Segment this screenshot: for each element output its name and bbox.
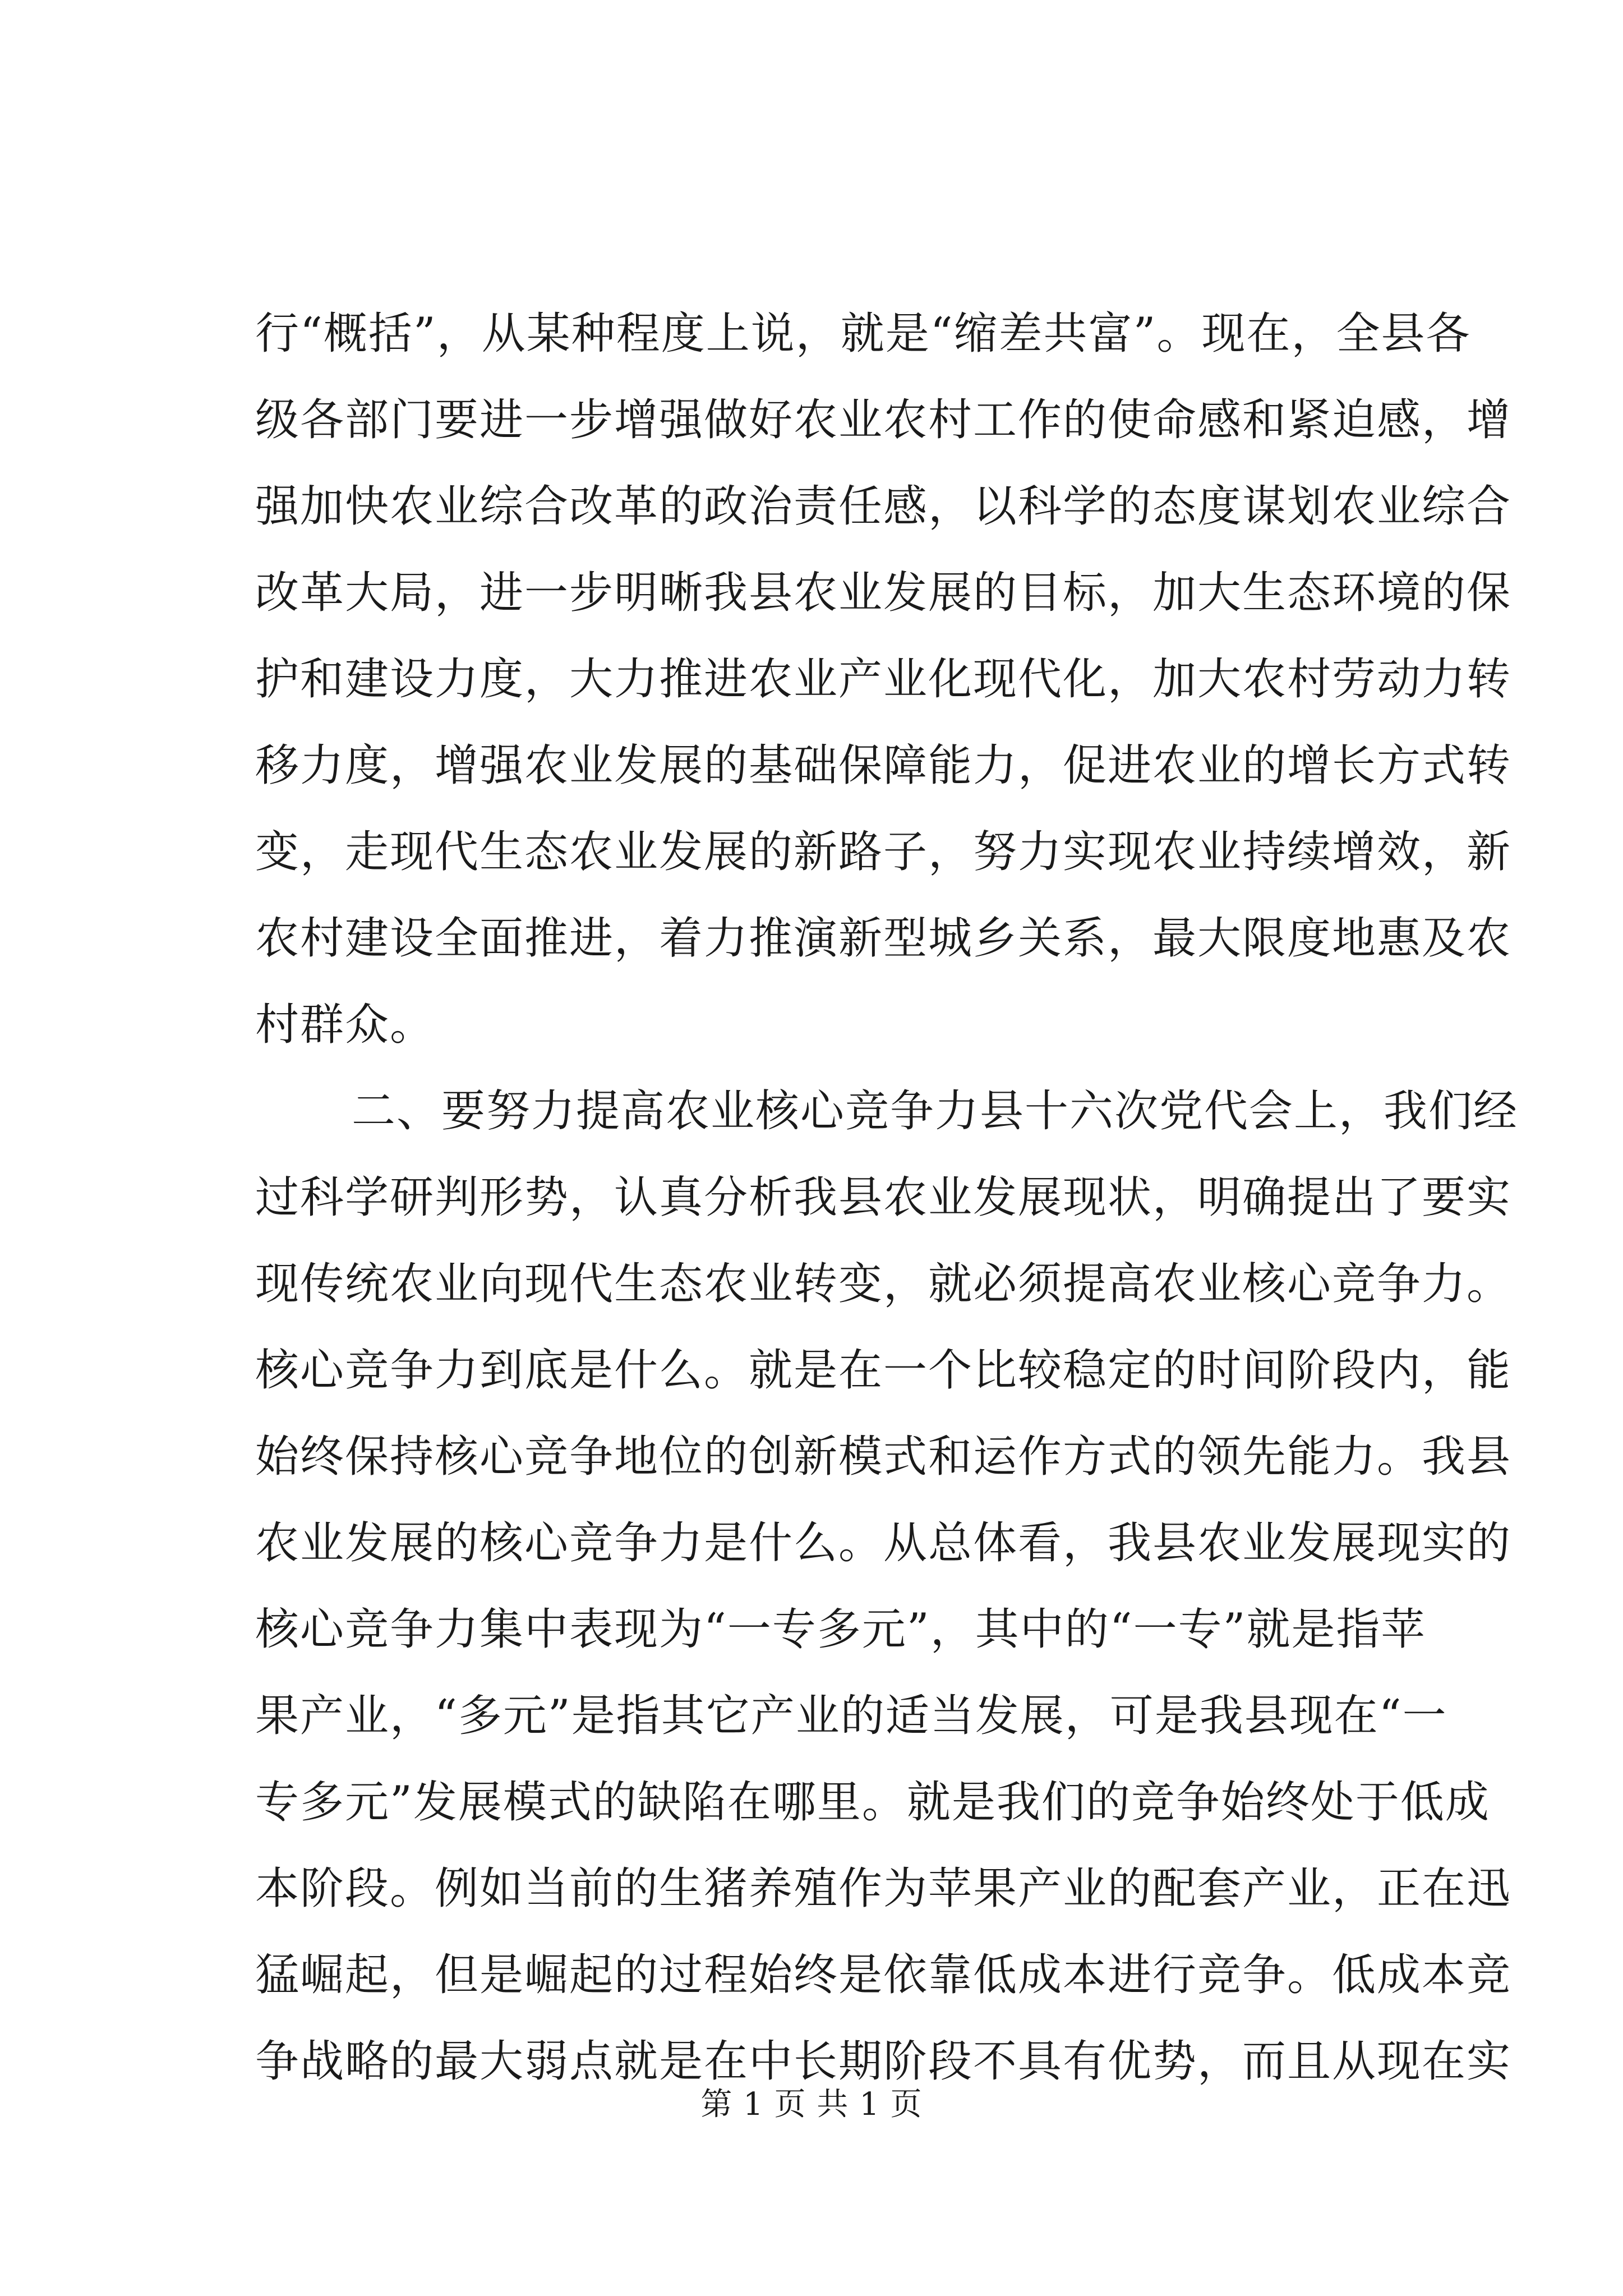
text-line: 改革大局，进一步明晰我县农业发展的目标，加大生态环境的保 [255, 568, 1512, 618]
text-line: 专多元”发展模式的缺陷在哪里。就是我们的竞争始终处于低成 [255, 1777, 1490, 1828]
text-line: 村群众。 [255, 1000, 435, 1050]
paragraph-first-line: 二、要努力提高农业核心竞争力县十六次党代会上，我们经 [352, 1086, 1519, 1137]
document-body [255, 291, 1519, 2105]
page-number-footer: 第 1 页 共 1 页 [700, 2086, 923, 2123]
text-line: 果产业，“多元”是指其它产业的适当发展，可是我县现在“一 [255, 1691, 1447, 1741]
text-line: 本阶段。例如当前的生猪养殖作为苹果产业的配套产业，正在迅 [255, 1864, 1512, 1914]
text-line: 猛崛起，但是崛起的过程始终是依靠低成本进行竞争。低成本竞 [255, 1950, 1512, 2000]
text-line: 始终保持核心竞争地位的创新模式和运作方式的领先能力。我县 [255, 1432, 1512, 1482]
text-line: 核心竞争力到底是什么。就是在一个比较稳定的时间阶段内，能 [255, 1345, 1512, 1396]
text-line: 现传统农业向现代生态农业转变，就必须提高农业核心竞争力。 [255, 1259, 1512, 1309]
text-line: 农村建设全面推进，着力推演新型城乡关系，最大限度地惠及农 [255, 913, 1512, 964]
text-line: 过科学研判形势，认真分析我县农业发展现状，明确提出了要实 [255, 1172, 1512, 1223]
text-line: 行“概括”，从某种程度上说，就是“缩差共富”。现在，全县各 [255, 309, 1471, 359]
text-line: 级各部门要进一步增强做好农业农村工作的使命感和紧迫感，增 [255, 395, 1512, 445]
text-line: 变，走现代生态农业发展的新路子，努力实现农业持续增效，新 [255, 827, 1512, 877]
text-line: 农业发展的核心竞争力是什么。从总体看，我县农业发展现实的 [255, 1518, 1512, 1568]
text-line: 护和建设力度，大力推进农业产业化现代化，加大农村劳动力转 [255, 654, 1512, 705]
text-line: 争战略的最大弱点就是在中长期阶段不具有优势，而且从现在实 [255, 2036, 1512, 2087]
text-line: 强加快农业综合改革的政治责任感，以科学的态度谋划农业综合 [255, 481, 1512, 532]
text-line: 核心竞争力集中表现为“一专多元”，其中的“一专”就是指苹 [255, 1604, 1426, 1655]
text-line: 移力度，增强农业发展的基础保障能力，促进农业的增长方式转 [255, 740, 1512, 791]
